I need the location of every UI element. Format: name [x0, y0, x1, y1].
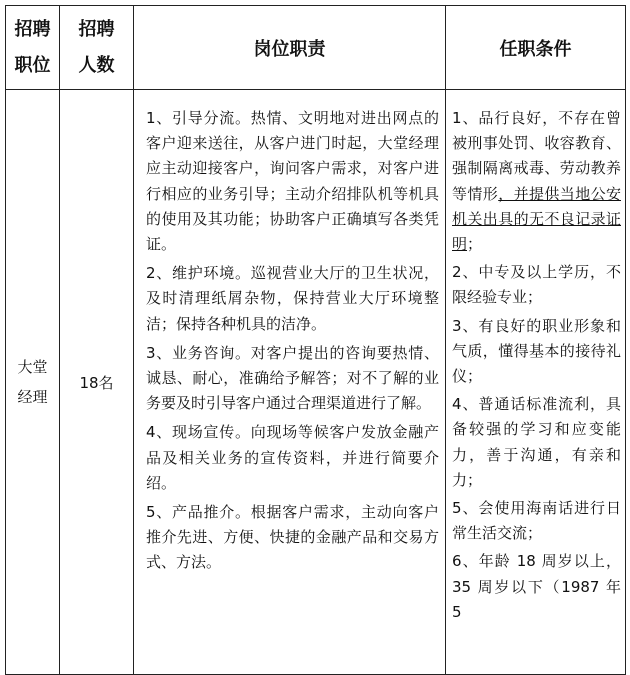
- duty-item: 1、引导分流。热情、文明地对进出网点的客户迎来送往，从客户进门时起，大堂经理应主动迎接客户，询问客户需求，对客户进行相应的业务引导；主动介绍排队机等机具的使用及其功能；协助客户正确填写各类凭证。: [146, 109, 439, 254]
- count-header-line1: 招聘: [78, 18, 115, 40]
- duty-item: 4、现场宣传。向现场等候客户发放金融产品及相关业务的宣传资料，并进行简要介绍。: [146, 423, 439, 492]
- requirement-item: 5、会使用海南话进行日常生活交流；: [452, 499, 621, 543]
- duty-item: 2、维护环境。巡视营业大厅的卫生状况，及时清理纸屑杂物，保持营业大厅环境整洁；保持各种机具的洁净。: [146, 264, 439, 333]
- position-header: [6, 6, 60, 90]
- table-row: [6, 90, 626, 675]
- position-name-line1: 大堂: [17, 358, 48, 376]
- requirement-item: 3、有良好的职业形象和气质，懂得基本的接待礼仪；: [452, 316, 621, 386]
- header-row: [6, 6, 626, 90]
- position-cell: [6, 90, 60, 675]
- requirements-header: 任职条件: [446, 6, 626, 90]
- count-header-line2: 人数: [78, 54, 115, 76]
- requirement-item: 2、中专及以上学历，不限经验专业；: [452, 263, 621, 307]
- headcount-cell: 18名: [60, 90, 134, 675]
- requirement-end-punct: ；: [467, 235, 483, 254]
- position-header-line1: 招聘: [14, 18, 51, 40]
- duties-cell: [134, 90, 446, 675]
- requirement-text: 1、品行良好，不存在曾被刑事处罚、收容教育、强制隔离戒毒、劳动教养等情形: [452, 109, 621, 203]
- job-posting-table: [5, 5, 626, 675]
- duty-item: 5、产品推介。根据客户需求，主动向客户推介先进、方便、快捷的金融产品和交易方式、方法。: [146, 503, 439, 572]
- requirement-item: [452, 106, 621, 257]
- count-header: [60, 6, 134, 90]
- requirement-underlined-text: ，并提供当地公安机关出具的无不良记录证明: [452, 184, 621, 254]
- requirements-cell: [446, 90, 626, 675]
- duty-item: 3、业务咨询。对客户提出的咨询要热情、诚恳、耐心，准确给予解答；对不了解的业务要及时引导客户通过合理渠道进行了解。: [146, 343, 439, 413]
- position-header-line2: 职位: [14, 54, 51, 76]
- requirement-item: 4、普通话标准流利，具备较强的学习和应变能力，善于沟通，有亲和力；: [452, 395, 621, 489]
- requirement-item: 6、年龄 18 周岁以上，35 周岁以下（1987 年 5: [452, 552, 621, 621]
- duties-header: 岗位职责: [134, 6, 446, 90]
- position-name-line2: 经理: [17, 388, 48, 406]
